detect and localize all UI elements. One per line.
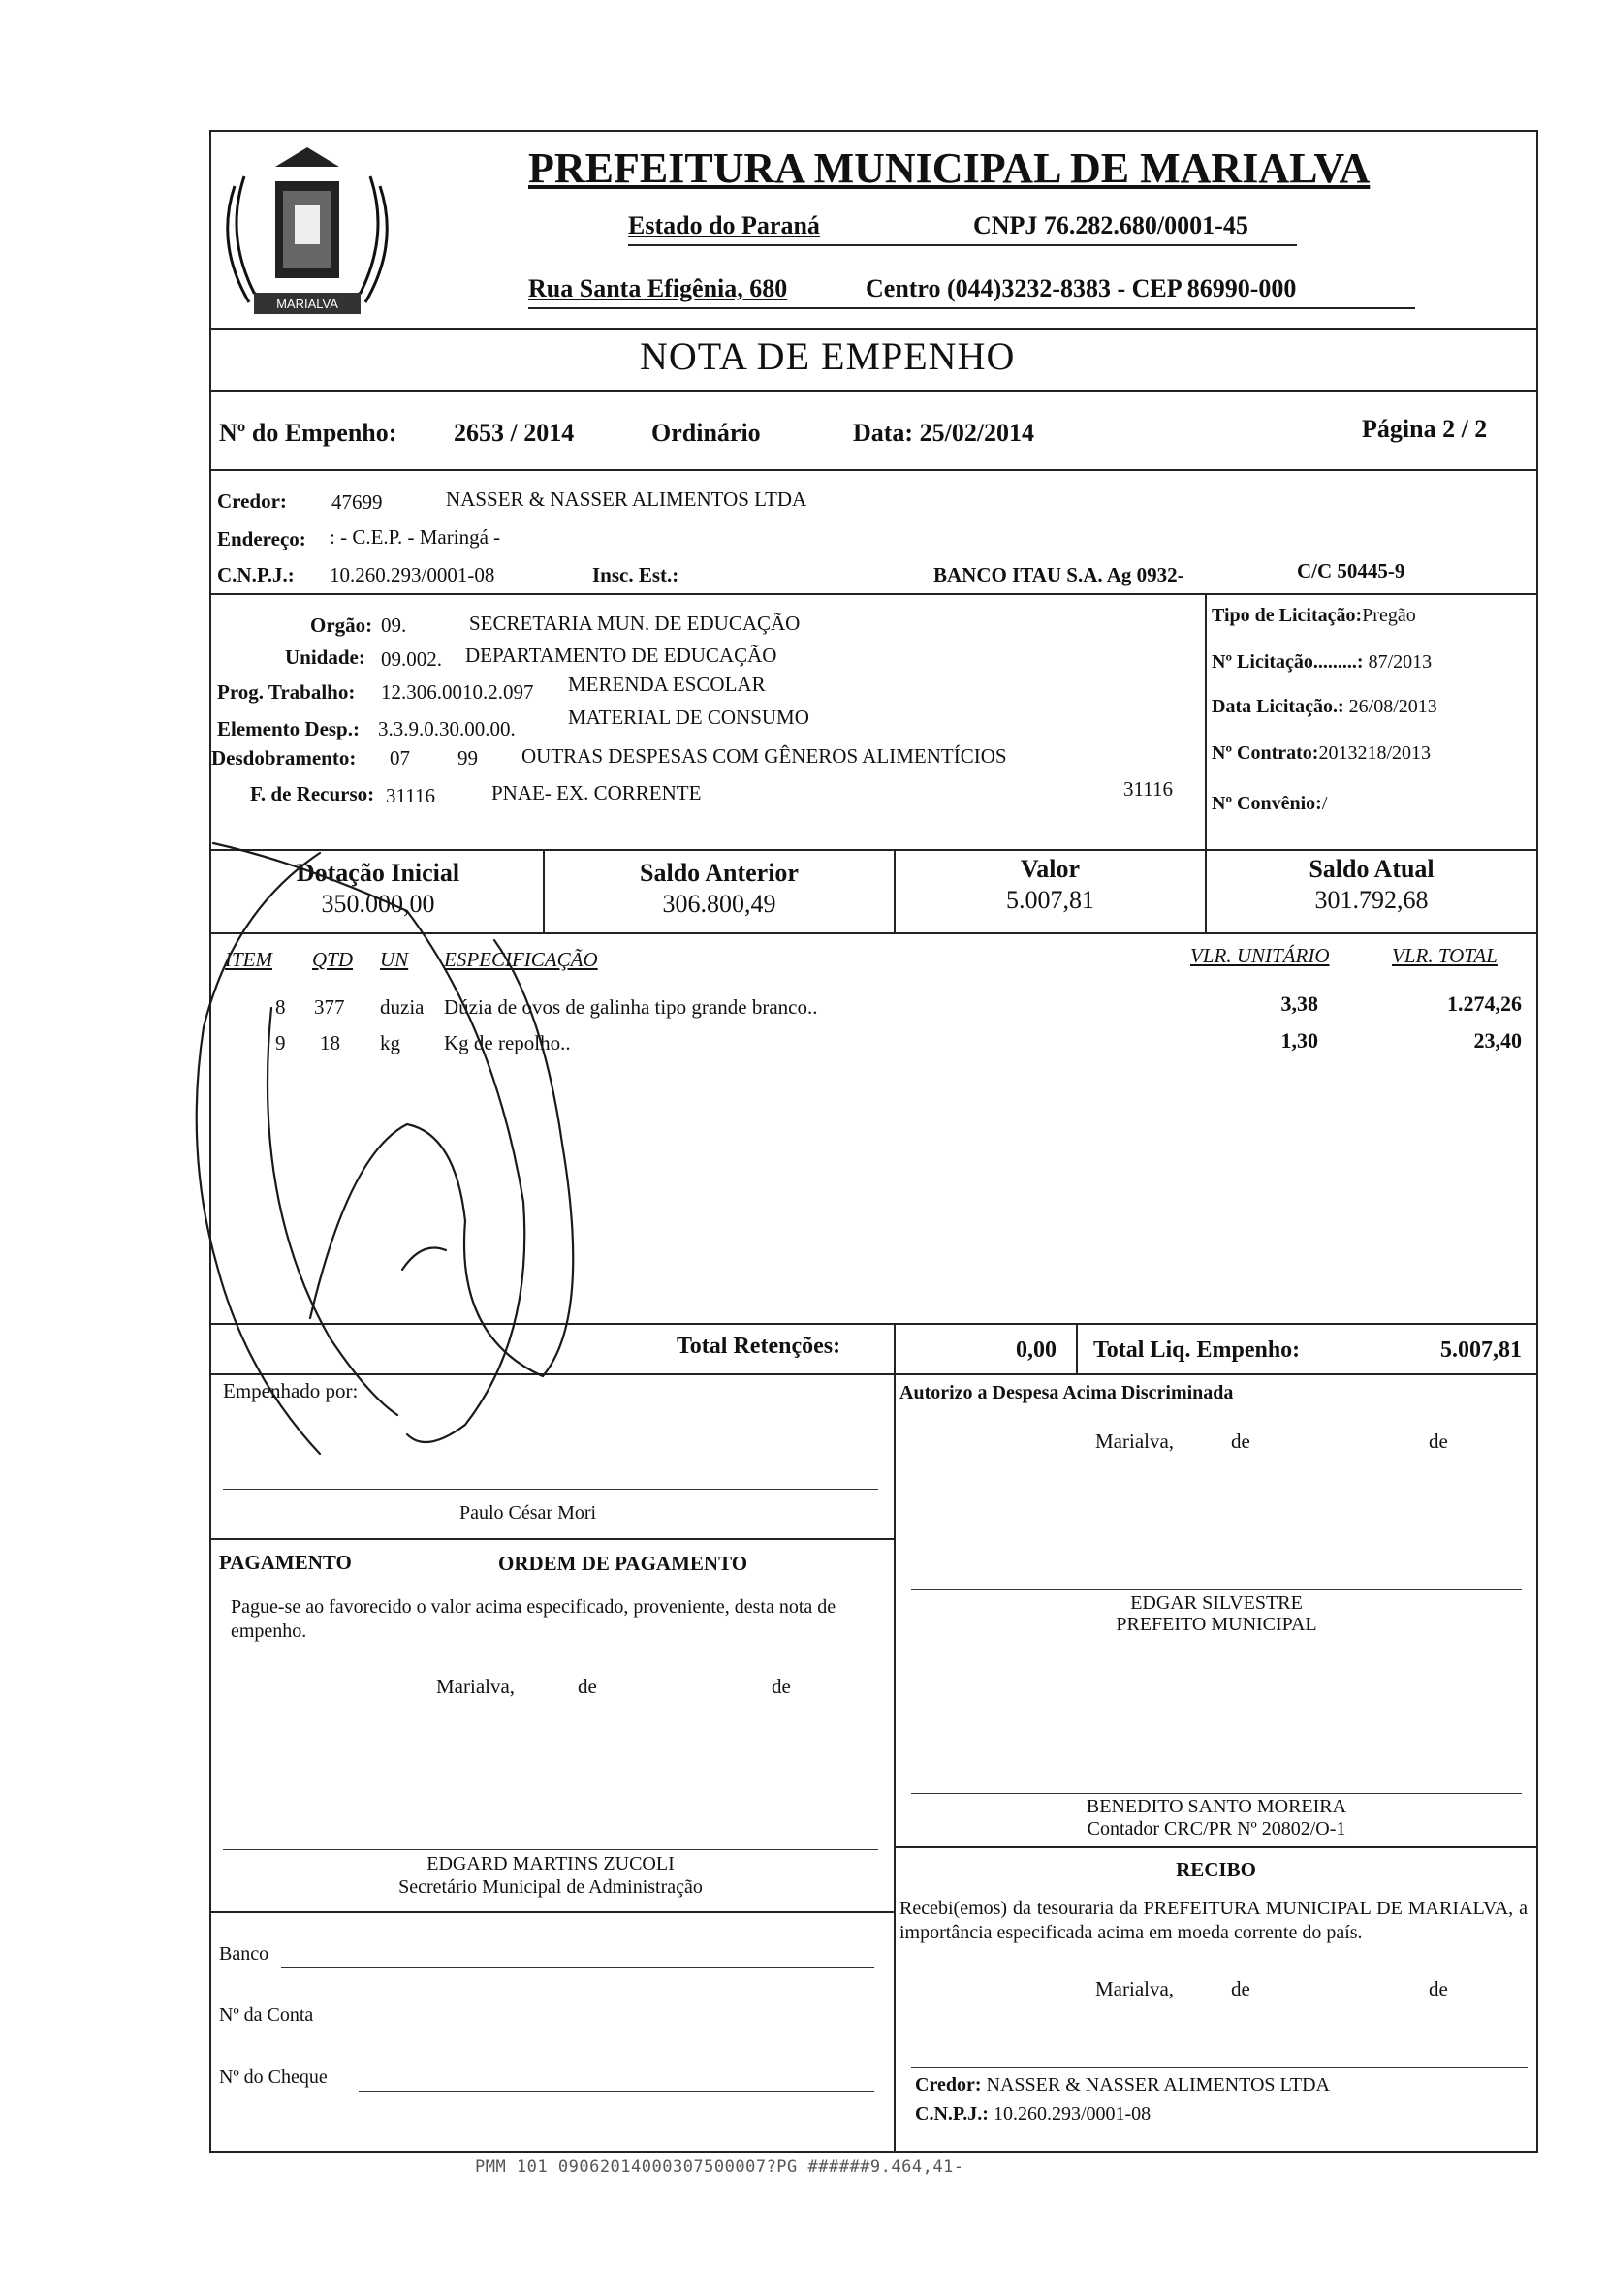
recibo-cnpj <box>915 2103 1151 2125</box>
orgao-label: Orgão: <box>310 613 373 637</box>
unidade-code: 09.002. <box>381 647 442 671</box>
desdobramento-a: 07 <box>390 746 410 770</box>
item-un: kg <box>380 1031 400 1054</box>
conta-corrente: C/C 50445-9 <box>1297 559 1405 582</box>
pagamento-text: Pague-se ao favorecido o valor acima especificado, proveniente, desta nota de empenho. <box>231 1596 836 1642</box>
bank-info: BANCO ITAU S.A. Ag 0932- <box>933 563 1184 586</box>
empenho-type: Ordinário <box>651 419 761 447</box>
address-underline <box>528 307 1415 309</box>
autorizo-place: Marialva, <box>1095 1430 1175 1453</box>
autorizo-label: Autorizo a Despesa Acima Discriminada <box>899 1382 1234 1403</box>
data-licitacao-value: 26/08/2013 <box>1343 696 1437 717</box>
tipo-licitacao-value: Pregão <box>1362 605 1416 626</box>
recurso-name: PNAE- EX. CORRENTE <box>491 781 702 804</box>
autorizo-de-1: de <box>1231 1430 1250 1453</box>
item-qtd: 377 <box>314 995 345 1019</box>
autorizo-de-2: de <box>1429 1430 1448 1453</box>
recibo-title: RECIBO <box>1176 1858 1256 1881</box>
empenhado-signature-line <box>223 1489 878 1490</box>
pagamento-de-1: de <box>578 1675 597 1698</box>
desdobramento-label: Desdobramento: <box>211 746 357 770</box>
col-vlr-total: VLR. TOTAL <box>1392 944 1498 967</box>
saldo-anterior-value: 306.800,49 <box>662 890 776 918</box>
saldo-anterior-label: Saldo Anterior <box>640 859 799 887</box>
numero-contrato-value: 2013218/2013 <box>1318 742 1432 764</box>
prefeito-name: EDGAR SILVESTRE <box>1130 1592 1303 1614</box>
endereco-value: : - C.E.P. - Maringá - <box>330 525 501 549</box>
banco-top-line <box>209 1911 894 1913</box>
item-qtd: 18 <box>320 1031 340 1054</box>
empenho-divider <box>209 469 1538 471</box>
credor-name: NASSER & NASSER ALIMENTOS LTDA <box>446 488 807 511</box>
secretario-name: EDGARD MARTINS ZUCOLI <box>426 1853 675 1874</box>
handwritten-signature <box>174 833 678 1473</box>
unidade-name: DEPARTAMENTO DE EDUCAÇÃO <box>465 644 777 667</box>
credor-divider <box>209 593 1538 595</box>
prog-trabalho-code: 12.306.0010.2.097 <box>381 680 534 704</box>
col-especificacao: ESPECIFICAÇÃO <box>444 948 598 971</box>
contador-signature-line <box>911 1793 1522 1794</box>
empenhado-signer: Paulo César Mori <box>459 1502 597 1524</box>
recibo-de-2: de <box>1429 1977 1448 2000</box>
item-number: 8 <box>275 995 286 1019</box>
secretario-role: Secretário Municipal de Administração <box>398 1876 703 1898</box>
state-label: Estado do Paraná <box>628 211 820 239</box>
licitacao-divider <box>1205 593 1207 849</box>
prefeito-signature-line <box>911 1589 1522 1590</box>
pagamento-de-2: de <box>772 1675 791 1698</box>
item-unit-value: 1,30 <box>1280 1028 1318 1053</box>
banco-field-line <box>281 1967 874 1968</box>
recibo-cnpj-label: C.N.P.J.: <box>915 2103 989 2124</box>
empenho-number: 2653 / 2014 <box>454 419 575 447</box>
pagamento-place: Marialva, <box>436 1675 516 1698</box>
orgao-code: 09. <box>381 613 407 637</box>
totals-divider-1 <box>894 1323 896 1373</box>
street-label: Rua Santa Efigênia, 680 <box>528 274 788 302</box>
cnpj-value: 10.260.293/0001-08 <box>330 563 495 586</box>
recurso-code-right: 31116 <box>1123 777 1173 801</box>
title-divider <box>209 390 1538 392</box>
recibo-cnpj-value: 10.260.293/0001-08 <box>993 2103 1152 2124</box>
numero-contrato-label: Nº Contrato: <box>1212 742 1319 764</box>
header-divider <box>209 328 1538 330</box>
numero-licitacao-label: Nº Licitação.........: <box>1212 651 1364 673</box>
col-item: ITEM <box>225 948 272 971</box>
data-licitacao <box>1212 696 1437 718</box>
credor-label: Credor: <box>217 489 287 513</box>
dotacao-label: Dotação Inicial <box>296 859 460 887</box>
numero-convenio-label: Nº Convênio: <box>1212 793 1322 814</box>
unidade-label: Unidade: <box>285 645 365 669</box>
numero-contrato <box>1212 742 1431 765</box>
col-vlr-unitario: VLR. UNITÁRIO <box>1190 944 1330 967</box>
middle-divider-top <box>894 1373 896 1538</box>
dotacao-value: 350.000,00 <box>321 890 435 918</box>
data-licitacao-label: Data Licitação.: <box>1212 696 1344 717</box>
recibo-credor-value: NASSER & NASSER ALIMENTOS LTDA <box>986 2074 1331 2095</box>
desdobramento-b: 99 <box>457 746 478 770</box>
item-especificacao: Kg de repolho.. <box>444 1031 571 1054</box>
recibo-top-line <box>894 1846 1538 1848</box>
state-underline <box>628 244 1297 246</box>
total-retencoes-label: Total Retenções: <box>677 1334 841 1359</box>
item-total-value: 1.274,26 <box>1447 991 1522 1016</box>
valor-value: 5.007,81 <box>1006 886 1094 914</box>
saldo-atual-label: Saldo Atual <box>1309 855 1435 883</box>
endereco-label: Endereço: <box>217 527 306 550</box>
numero-convenio-value: / <box>1321 793 1328 814</box>
desdobramento-name: OUTRAS DESPESAS COM GÊNEROS ALIMENTÍCIOS <box>521 744 1007 768</box>
cheque-field-line <box>359 2091 874 2092</box>
cnpj-header: CNPJ 76.282.680/0001-45 <box>973 211 1248 239</box>
numero-convenio <box>1212 793 1327 815</box>
district-phone: Centro (044)3232-8383 - CEP 86990-000 <box>866 274 1297 302</box>
recibo-text: Recebi(emos) da tesouraria da PREFEITURA MUNICIPAL DE MARIALVA, a importância especificada acima em moeda corrente do país. <box>899 1898 1528 1943</box>
numero-licitacao <box>1212 651 1432 674</box>
prog-trabalho-label: Prog. Trabalho: <box>217 680 356 704</box>
elemento-name: MATERIAL DE CONSUMO <box>568 706 809 729</box>
elemento-label: Elemento Desp.: <box>217 717 360 740</box>
elemento-code: 3.3.9.0.30.00.00. <box>378 717 516 740</box>
col-un: UN <box>380 948 409 971</box>
recibo-signature-line <box>911 2067 1528 2068</box>
conta-label: Nº da Conta <box>219 2004 314 2026</box>
prefeitura-title: PREFEITURA MUNICIPAL DE MARIALVA <box>528 144 1371 192</box>
document-title: NOTA DE EMPENHO <box>640 334 1016 378</box>
recibo-credor-label: Credor: <box>915 2074 982 2095</box>
numero-licitacao-value: 87/2013 <box>1363 651 1433 673</box>
insc-est-label: Insc. Est.: <box>592 563 679 586</box>
orgao-name: SECRETARIA MUN. DE EDUCAÇÃO <box>469 612 801 635</box>
total-liq-value: 5.007,81 <box>1440 1337 1522 1363</box>
page-number: Página 2 / 2 <box>1362 415 1488 443</box>
municipal-seal <box>215 138 399 331</box>
credor-code: 47699 <box>331 490 383 514</box>
valor-label: Valor <box>1020 855 1081 883</box>
cheque-label: Nº do Cheque <box>219 2066 328 2088</box>
recibo-place: Marialva, <box>1095 1977 1175 2000</box>
middle-divider-bottom <box>894 1538 896 2153</box>
item-un: duzia <box>380 995 425 1019</box>
saldo-atual-value: 301.792,68 <box>1314 886 1429 914</box>
prefeito-role: PREFEITO MUNICIPAL <box>1116 1614 1317 1635</box>
ordem-pagamento-label: ORDEM DE PAGAMENTO <box>498 1552 748 1575</box>
banco-label: Banco <box>219 1943 269 1965</box>
recurso-label: F. de Recurso: <box>250 782 375 805</box>
contador-role: Contador CRC/PR Nº 20802/O-1 <box>1087 1818 1346 1840</box>
footer-code: PMM 101 09062014000307500007?PG ######9.464,41- <box>475 2157 964 2177</box>
item-number: 9 <box>275 1031 286 1054</box>
secretario-signature-line <box>223 1849 878 1850</box>
item-especificacao: Dúzia de ovos de galinha tipo grande branco.. <box>444 995 818 1019</box>
pagamento-label: PAGAMENTO <box>219 1551 352 1574</box>
col-qtd: QTD <box>312 948 354 971</box>
pagamento-top-line <box>209 1538 894 1540</box>
cnpj-label: C.N.P.J.: <box>217 563 295 586</box>
item-total-value: 23,40 <box>1473 1028 1522 1053</box>
total-liq-label: Total Liq. Empenho: <box>1093 1337 1301 1363</box>
item-unit-value: 3,38 <box>1280 991 1318 1016</box>
empenho-label: Nº do Empenho: <box>219 419 397 447</box>
totals-divider-2 <box>1076 1323 1078 1373</box>
tipo-licitacao <box>1212 605 1416 627</box>
recibo-de-1: de <box>1231 1977 1250 2000</box>
empenho-date: Data: 25/02/2014 <box>853 419 1035 447</box>
empenhado-label: Empenhado por: <box>223 1379 359 1402</box>
prog-trabalho-name: MERENDA ESCOLAR <box>568 673 766 696</box>
contador-name: BENEDITO SANTO MOREIRA <box>1086 1796 1347 1817</box>
seal-text: MARIALVA <box>276 297 338 311</box>
total-retencoes-value: 0,00 <box>1016 1337 1057 1363</box>
recibo-credor <box>915 2074 1330 2096</box>
tipo-licitacao-label: Tipo de Licitação: <box>1212 605 1363 626</box>
recurso-code: 31116 <box>386 784 435 807</box>
